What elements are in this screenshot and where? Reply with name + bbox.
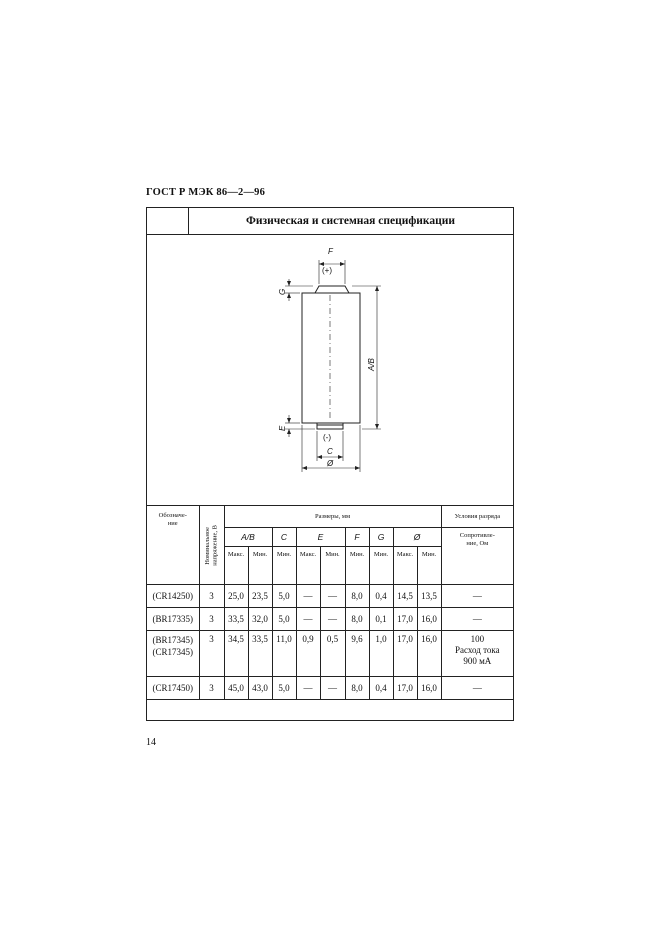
table-footer-cell [147, 700, 513, 730]
table-row [147, 631, 513, 677]
voltage-header [199, 506, 224, 585]
col-header-ab: A/B [224, 528, 272, 547]
cell-ab-min: 23,5 [248, 585, 272, 608]
cell-ab-max: 33,5 [224, 608, 248, 631]
cell-g-min: 0,1 [369, 608, 393, 631]
cell-voltage: 3 [199, 585, 224, 608]
cell-condition: — [441, 585, 513, 608]
cell-g-min: 1,0 [369, 631, 393, 677]
cell-d-min: 16,0 [417, 608, 441, 631]
cell-voltage: 3 [199, 677, 224, 700]
table-row [147, 608, 513, 631]
page-number: 14 [146, 737, 156, 748]
cell-f-min: 8,0 [345, 585, 369, 608]
dim-label-e: E [278, 425, 287, 431]
sub-header-e-min: Мин. [320, 547, 345, 585]
col-header-g: G [369, 528, 393, 547]
cell-e-min: — [320, 677, 345, 700]
discharge-conditions-header: Условия разряда [441, 506, 513, 528]
cell-e-max: — [296, 677, 320, 700]
table-footer-row [147, 700, 513, 730]
cell-voltage: 3 [199, 608, 224, 631]
sub-header-e-max: Макс. [296, 547, 320, 585]
specification-frame [146, 207, 514, 721]
voltage-header-text: Номинальное напряжение, В [204, 524, 219, 566]
cell-d-min: 13,5 [417, 585, 441, 608]
cell-g-min: 0,4 [369, 585, 393, 608]
cell-e-max: — [296, 608, 320, 631]
cell-e-min: — [320, 585, 345, 608]
dimensions-header: Размеры, мм [224, 506, 441, 528]
sub-header-d-min: Мин. [417, 547, 441, 585]
designation-header: Обозначе- ние [147, 506, 199, 585]
table-row [147, 677, 513, 700]
cell-e-min: — [320, 608, 345, 631]
battery-drawing [147, 235, 513, 505]
battery-body-shape [302, 293, 360, 423]
cell-e-min: 0,5 [320, 631, 345, 677]
cell-ab-min: 32,0 [248, 608, 272, 631]
cell-ab-max: 45,0 [224, 677, 248, 700]
cell-c-min: 5,0 [272, 608, 296, 631]
col-header-e: E [296, 528, 345, 547]
col-header-f: F [345, 528, 369, 547]
document-header: ГОСТ Р МЭК 86—2—96 [146, 187, 266, 198]
cell-f-min: 9,6 [345, 631, 369, 677]
cell-designation: (BR17345) (CR17345) [147, 631, 199, 677]
sub-header-c-min: Мин. [272, 547, 296, 585]
spec-title-row [147, 208, 513, 235]
cell-ab-min: 33,5 [248, 631, 272, 677]
col-header-diameter: Ø [393, 528, 441, 547]
cell-designation: (BR17335) [147, 608, 199, 631]
dim-label-c: C [327, 447, 333, 456]
cell-g-min: 0,4 [369, 677, 393, 700]
cell-d-min: 16,0 [417, 677, 441, 700]
negative-terminal-shape [317, 423, 343, 429]
cell-ab-max: 25,0 [224, 585, 248, 608]
sub-header-g-min: Мин. [369, 547, 393, 585]
cell-e-max: — [296, 585, 320, 608]
dim-label-ab: A/B [367, 358, 376, 371]
cell-ab-min: 43,0 [248, 677, 272, 700]
cell-d-max: 17,0 [393, 608, 417, 631]
sub-header-ab-max: Макс. [224, 547, 248, 585]
cell-condition: 100 Расход тока 900 мА [441, 631, 513, 677]
dim-label-diameter: Ø [327, 459, 334, 468]
cell-voltage: 3 [199, 631, 224, 677]
cell-c-min: 5,0 [272, 585, 296, 608]
cell-f-min: 8,0 [345, 608, 369, 631]
positive-terminal-label: (+) [322, 266, 332, 275]
cell-condition: — [441, 677, 513, 700]
cell-d-max: 17,0 [393, 677, 417, 700]
specification-table [147, 505, 513, 730]
cell-designation: (CR17450) [147, 677, 199, 700]
negative-terminal-label: (-) [323, 433, 331, 442]
positive-terminal-shape [315, 286, 349, 293]
dim-label-g: G [278, 288, 287, 295]
cell-c-min: 5,0 [272, 677, 296, 700]
cell-f-min: 8,0 [345, 677, 369, 700]
col-header-c: C [272, 528, 296, 547]
sub-header-ab-min: Мин. [248, 547, 272, 585]
cell-condition: — [441, 608, 513, 631]
sub-header-f-min: Мин. [345, 547, 369, 585]
spec-title-left-cell [147, 208, 189, 234]
resistance-header: Сопротивле- ние, Ом [441, 528, 513, 585]
spec-title: Физическая и системная спецификации [245, 215, 456, 227]
cell-d-min: 16,0 [417, 631, 441, 677]
cell-e-max: 0,9 [296, 631, 320, 677]
dim-label-f: F [328, 247, 333, 256]
cell-d-max: 14,5 [393, 585, 417, 608]
table-row [147, 585, 513, 608]
cell-d-max: 17,0 [393, 631, 417, 677]
cell-designation: (CR14250) [147, 585, 199, 608]
sub-header-d-max: Макс. [393, 547, 417, 585]
cell-ab-max: 34,5 [224, 631, 248, 677]
cell-c-min: 11,0 [272, 631, 296, 677]
